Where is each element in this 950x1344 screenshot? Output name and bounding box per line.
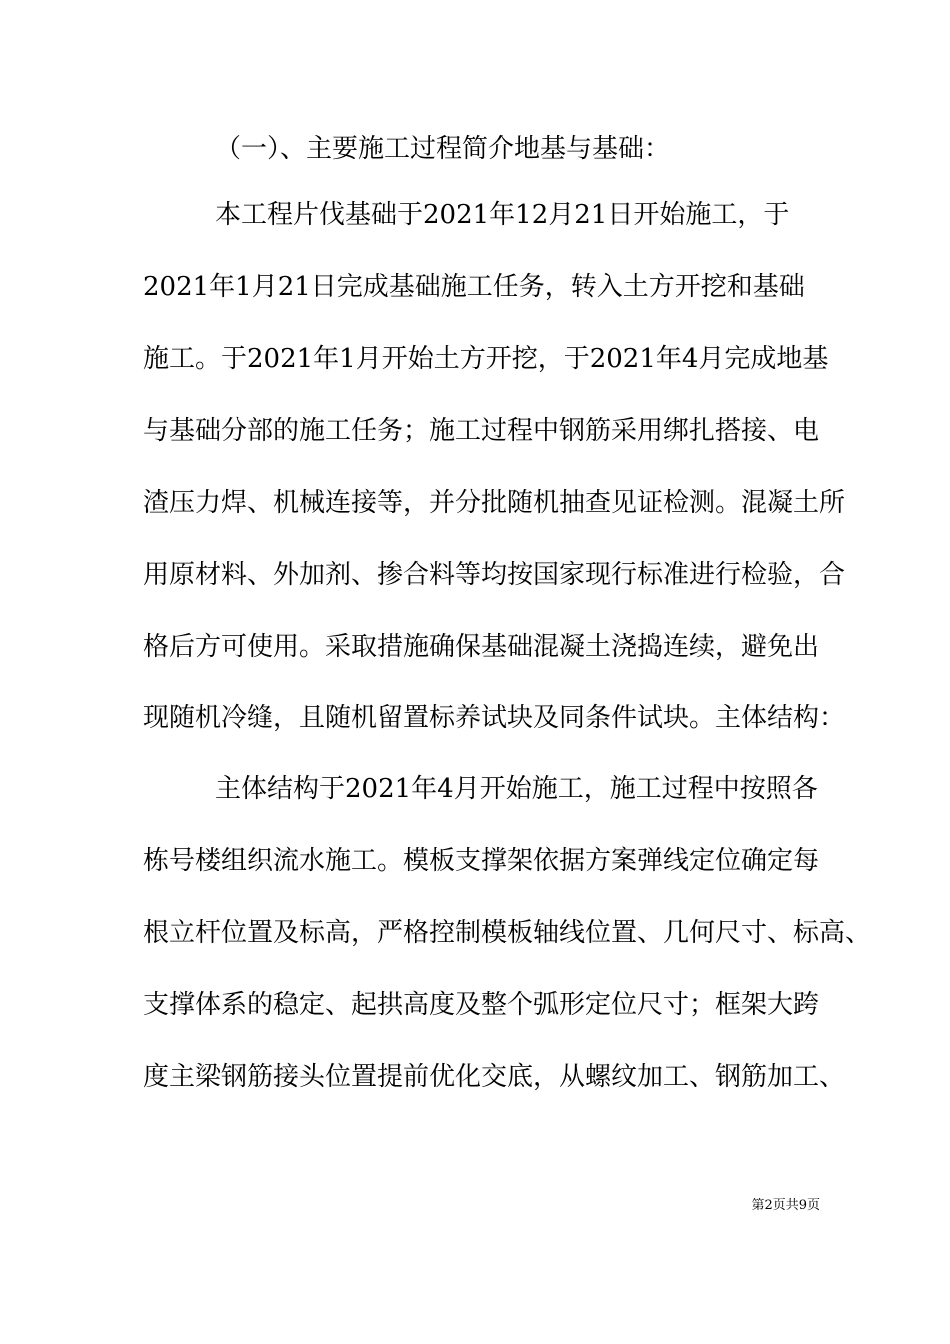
paragraph-line: 2021年1月21日完成基础施工任务，转入土方开挖和基础: [143, 272, 805, 302]
page-number: 第2页共9页: [751, 1198, 820, 1213]
paragraph-line: 根立杆位置及标高，严格控制模板轴线位置、几何尺寸、标高、: [143, 918, 872, 948]
paragraph-line: 支撑体系的稳定、起拱高度及整个弧形定位尺寸；框架大跨: [143, 990, 820, 1020]
paragraph-line: 格后方可使用。采取措施确保基础混凝土浇捣连续，避免出: [143, 632, 820, 662]
paragraph-line: 用原材料、外加剂、掺合料等均按国家现行标准进行检验，合: [143, 560, 846, 590]
paragraph-line: 现随机冷缝，且随机留置标养试块及同条件试块。主体结构：: [143, 703, 846, 733]
paragraph-line: 本工程片伐基础于2021年12月21日开始施工，于: [215, 200, 790, 230]
paragraph-line: 施工。于2021年1月开始土方开挖，于2021年4月完成地基: [143, 344, 829, 374]
paragraph-line: 栋号楼组织流水施工。模板支撑架依据方案弹线定位确定每: [143, 846, 820, 876]
paragraph-line: 主体结构于2021年4月开始施工，施工过程中按照各: [215, 774, 818, 804]
paragraph-line: 渣压力焊、机械连接等，并分批随机抽查见证检测。混凝土所: [143, 488, 846, 518]
paragraph-line: 度主梁钢筋接头位置提前优化交底，从螺纹加工、钢筋加工、: [143, 1062, 846, 1092]
section-heading: （一）、主要施工过程简介地基与基础：: [215, 134, 671, 164]
paragraph-line: 与基础分部的施工任务；施工过程中钢筋采用绑扎搭接、电: [143, 416, 820, 446]
